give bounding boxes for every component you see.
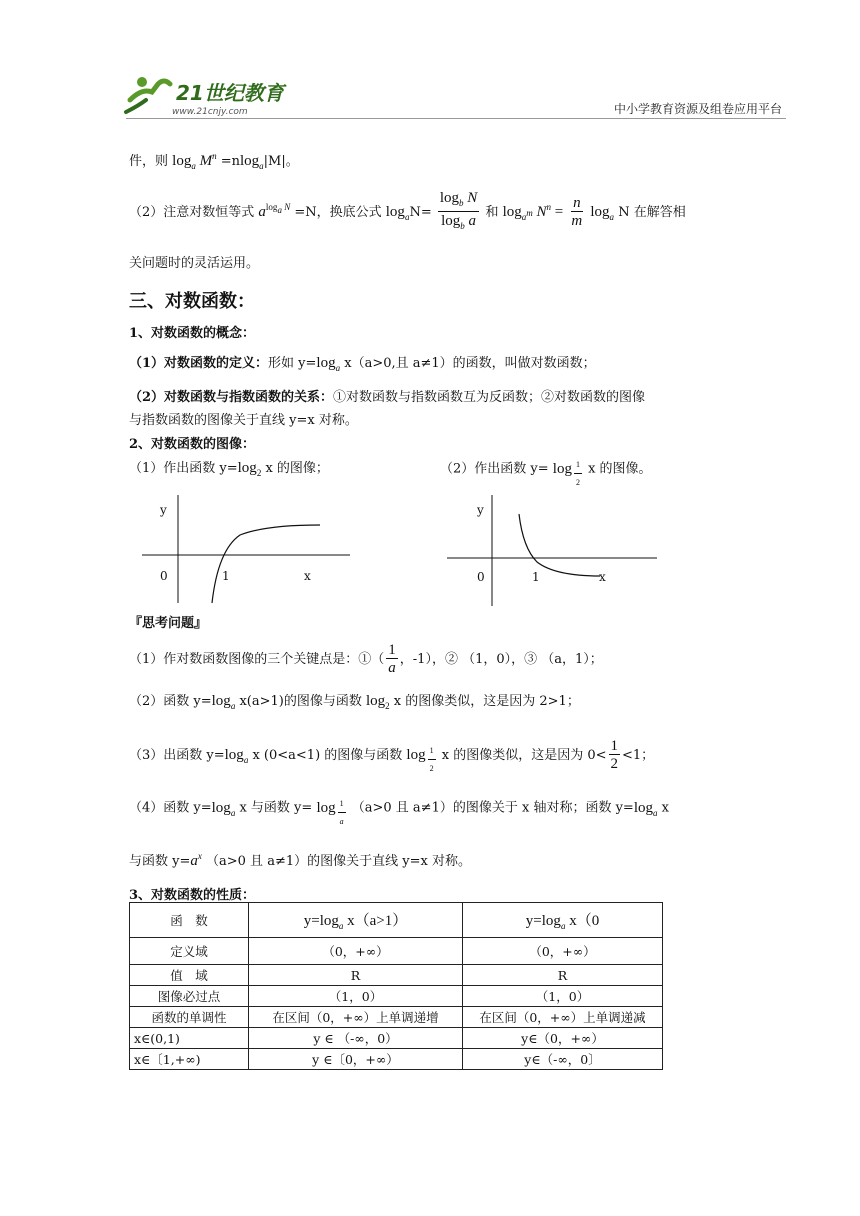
table-cell: y ∈〔0，+∞）: [249, 1049, 463, 1070]
section-title: 三、对数函数：: [129, 291, 255, 312]
table-cell: R: [249, 965, 463, 986]
table-cell: R: [463, 965, 663, 986]
header-cell: 函 数: [130, 903, 249, 938]
table-row: [130, 1049, 663, 1070]
think-q2: （2）函数 $y=\log_a$ x(a>1)的图像与函数 $\log_2 x$ 的图像类似，这是因为 2>1；: [129, 693, 580, 711]
one-label: 1: [532, 570, 540, 584]
x-label: x: [599, 570, 606, 584]
table-row: [130, 1028, 663, 1049]
table-cell: （1，0）: [249, 986, 463, 1007]
table-cell: 图像必过点: [130, 986, 249, 1007]
table-cell: 在区间（0，+∞）上单调递减: [463, 1007, 663, 1028]
table-cell: y∈（0，+∞）: [463, 1028, 663, 1049]
header-cell: $y=\log_a$ x（a>1）: [249, 903, 463, 938]
y-label: y: [160, 503, 167, 517]
table-header-row: [130, 903, 663, 938]
header-cell: $y=\log_a$ x（0: [463, 903, 663, 938]
table-row: [130, 986, 663, 1007]
graph1-caption: （1）作出函数 $y=\log_2$ x 的图像；: [129, 460, 329, 478]
table-row: [130, 965, 663, 986]
logo-url: www.21cnjy.com: [172, 107, 248, 117]
table-cell: x∈(0,1): [130, 1028, 249, 1049]
table-cell: y∈（-∞，0〕: [463, 1049, 663, 1070]
properties-table: [129, 902, 663, 1070]
line-3: 关问题时的灵活运用。: [129, 256, 260, 271]
table-row: [130, 938, 663, 965]
think-title: 『思考问题』: [129, 616, 208, 631]
table-cell: 在区间（0，+∞）上单调递增: [249, 1007, 463, 1028]
table-cell: （0，+∞）: [463, 938, 663, 965]
logo-text: 21世纪教育: [176, 81, 284, 105]
graph2-caption: （2）作出函数 y= log $_{\frac{1}{2}}$ x 的图像。: [440, 457, 652, 492]
graph-log2: [140, 490, 355, 605]
platform-label: 中小学教育资源及组卷应用平台: [613, 102, 782, 116]
think-q5: 与函数 $y=a^x$ （a>0 且 a≠1）的图像关于直线 y=x 对称。: [129, 851, 471, 869]
line-1: 件，则 $\log_a M^n =nlog_a|M|$。: [129, 151, 299, 171]
think-q4: （4）函数 $y=\log_a$ x 与函数 y= log $_{\frac{1}{a}}$ （a>0 且 a≠1）的图像关于 x 轴对称；函数 $y=\log_a$ x: [129, 796, 669, 831]
line-2: （2）注意对数恒等式 $a^{log_a N} =N$，换底公式 $\log_aN=$ $\frac{\log_b N}{\log_b a}$ 和 $\log_{a^m} N^n$ = $\frac{n}{m}$ $\log_a N$ 在解答相: [129, 190, 686, 231]
table-row: [130, 1007, 663, 1028]
graph-title: 2、对数函数的图像：: [129, 437, 256, 452]
origin-label: 0: [477, 570, 485, 584]
y-label: y: [477, 503, 484, 517]
table-cell: y ∈ （-∞，0）: [249, 1028, 463, 1049]
table-cell: x∈〔1,+∞): [130, 1049, 249, 1070]
concept-title: 1、对数函数的概念：: [129, 326, 256, 341]
site-logo: [120, 70, 290, 120]
table-cell: （1，0）: [463, 986, 663, 1007]
think-q1: （1）作对数函数图像的三个关键点是：①（ $\frac{1}{a}$ ，-1），② （1，0），③ （a，1）；: [129, 642, 603, 676]
origin-label: 0: [160, 569, 168, 583]
think-q3: （3）出函数 $y=\log_a$ x (0<a<1) 的图像与函数 log $_{\frac{1}{2}}$ x 的图像类似，这是因为 0< $\frac{1}{2}$ <1；: [129, 738, 655, 774]
log-curve: [212, 525, 320, 603]
x-label: x: [304, 569, 311, 583]
graph-log-half: [445, 490, 660, 608]
relation-line: （2）对数函数与指数函数的关系：①对数函数与指数函数互为反函数；②对数函数的图像: [129, 390, 646, 405]
table-cell: 定义域: [130, 938, 249, 965]
relation-line-2: 与指数函数的图像关于直线 y=x 对称。: [129, 413, 358, 428]
one-label: 1: [222, 569, 230, 583]
properties-title: 3、对数函数的性质：: [129, 888, 256, 903]
table-cell: （0，+∞）: [249, 938, 463, 965]
definition-line: （1）对数函数的定义：形如 $y=\log_a$ x（a>0,且 a≠1）的函数，叫做对数函数；: [129, 355, 596, 373]
table-cell: 值 域: [130, 965, 249, 986]
table-cell: 函数的单调性: [130, 1007, 249, 1028]
header-divider: [126, 118, 786, 119]
log-curve: [519, 514, 600, 576]
